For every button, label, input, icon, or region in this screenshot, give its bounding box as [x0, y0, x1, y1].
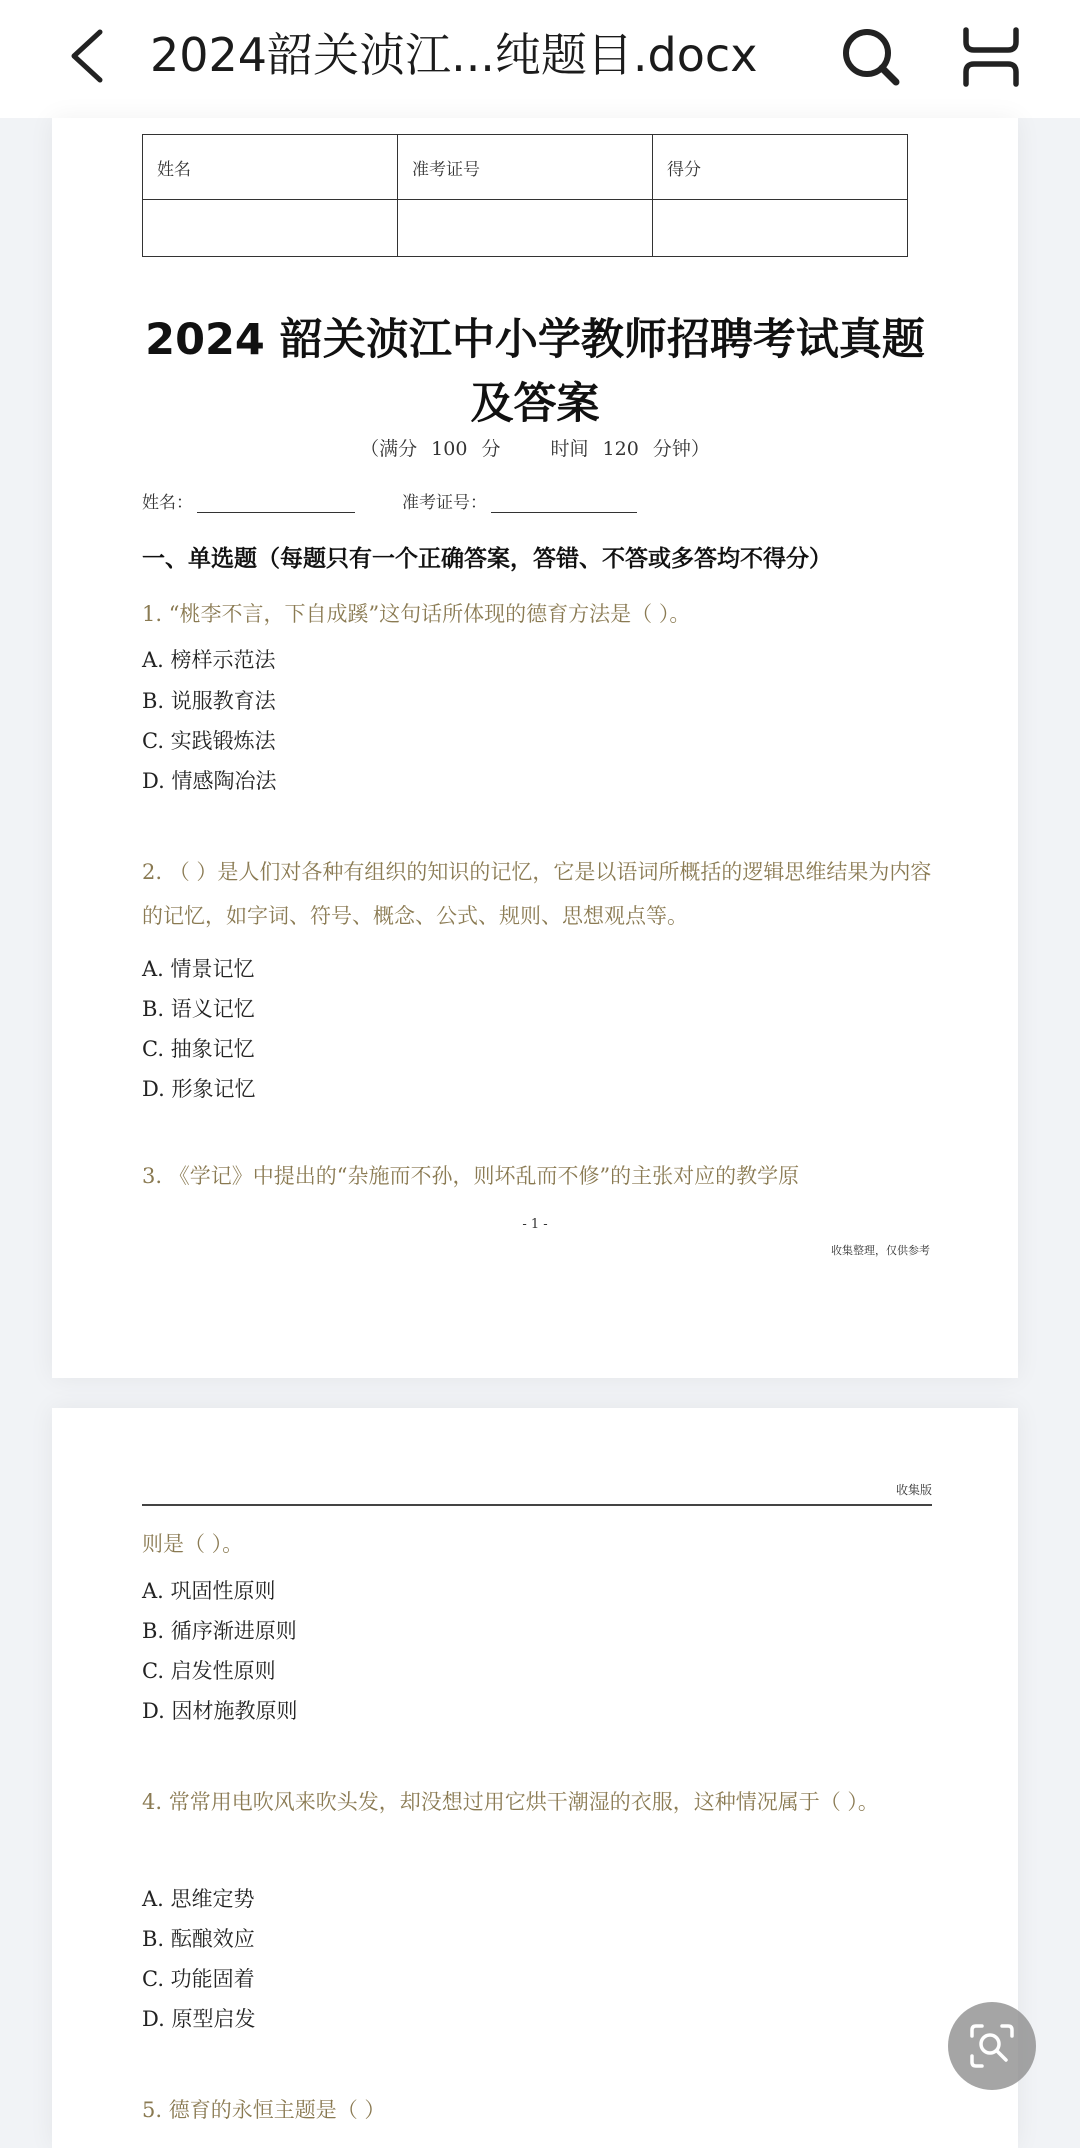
- name-field: [142, 488, 355, 513]
- back-button[interactable]: [60, 26, 120, 86]
- document-page-1: [52, 118, 1018, 1378]
- expand-button[interactable]: [958, 24, 1024, 90]
- exam-number-field: [402, 488, 637, 513]
- question-2-option-c: C. 抽象记忆: [142, 1037, 255, 1061]
- question-4-option-a: A. 思维定势: [142, 1887, 255, 1911]
- table-header-name: 姓名: [143, 135, 398, 200]
- question-3-option-c: C. 启发性原则: [142, 1659, 276, 1683]
- table-header-score: 得分: [653, 135, 908, 200]
- image-search-icon: [968, 2022, 1016, 2070]
- question-4-option-b: B. 酝酿效应: [142, 1927, 255, 1951]
- question-1-option-c: C. 实践锻炼法: [142, 729, 276, 753]
- exam-number-underline: [491, 492, 637, 513]
- table-cell-exam-number: [398, 200, 653, 257]
- exam-time: 时间 120 分钟）: [550, 438, 710, 460]
- table-cell-name: [143, 200, 398, 257]
- question-3-option-b: B. 循序渐进原则: [142, 1619, 297, 1643]
- question-2-option-d: D. 形象记忆: [142, 1077, 256, 1101]
- section-heading: 一、单选题（每题只有一个正确答案，答错、不答或多答均不得分）: [142, 546, 832, 572]
- question-3-option-d: D. 因材施教原则: [142, 1699, 298, 1723]
- chevron-left-icon: [60, 26, 120, 86]
- question-1-option-a: A. 榜样示范法: [142, 648, 276, 672]
- exam-title: [112, 308, 958, 436]
- top-app-bar: [0, 0, 1080, 118]
- question-4-option-d: D. 原型启发: [142, 2007, 256, 2031]
- footer-note: 收集整理，仅供参考: [831, 1244, 930, 1257]
- exam-number-label: 准考证号：: [402, 493, 487, 513]
- name-label: 姓名：: [142, 493, 193, 513]
- document-page-2: [52, 1408, 1018, 2148]
- question-2-option-a: A. 情景记忆: [142, 957, 255, 981]
- question-2-option-b: B. 语义记忆: [142, 997, 255, 1021]
- question-1-option-b: B. 说服教育法: [142, 689, 276, 713]
- question-4-option-c: C. 功能固着: [142, 1967, 255, 1991]
- name-underline: [197, 492, 355, 513]
- table-header-exam-number: 准考证号: [398, 135, 653, 200]
- question-1-stem: 1. “桃李不言，下自成蹊”这句话所体现的德育方法是（ ）。: [142, 602, 691, 626]
- expand-icon: [958, 24, 1024, 90]
- question-3-stem: 3. 《学记》中提出的“杂施而不孙，则坏乱而不修”的主张对应的教学原: [142, 1164, 800, 1188]
- page-number: - 1 -: [522, 1217, 548, 1232]
- candidate-info-table: [142, 134, 908, 257]
- page-header: 收集版: [142, 1476, 932, 1506]
- full-score: （满分 100 分: [360, 438, 501, 460]
- question-4-stem: 4. 常常用电吹风来吹头发，却没想过用它烘干潮湿的衣服，这种情况属于（ ）。: [142, 1790, 879, 1814]
- question-2-stem: 2. （ ）是人们对各种有组织的知识的记忆，它是以语词所概括的逻辑思维结果为内容的记忆，如字词、符号、概念、公式、规则、思想观点等。: [142, 860, 932, 928]
- search-button[interactable]: [838, 24, 904, 90]
- image-search-button[interactable]: [948, 2002, 1036, 2090]
- document-title: 2024韶关浈江...纯题目.docx: [150, 28, 758, 82]
- question-1-option-d: D. 情感陶冶法: [142, 769, 277, 793]
- exam-meta: [52, 434, 1018, 461]
- exam-title-line-2: 及答案: [470, 379, 600, 429]
- table-cell-score: [653, 200, 908, 257]
- search-icon: [838, 24, 904, 90]
- question-3-option-a: A. 巩固性原则: [142, 1579, 276, 1603]
- question-3-stem-continued: 则是（ ）。: [142, 1532, 244, 1556]
- question-5-stem: 5. 德育的永恒主题是（ ）: [142, 2098, 386, 2122]
- exam-title-line-1: 2024 韶关浈江中小学教师招聘考试真题: [145, 315, 925, 365]
